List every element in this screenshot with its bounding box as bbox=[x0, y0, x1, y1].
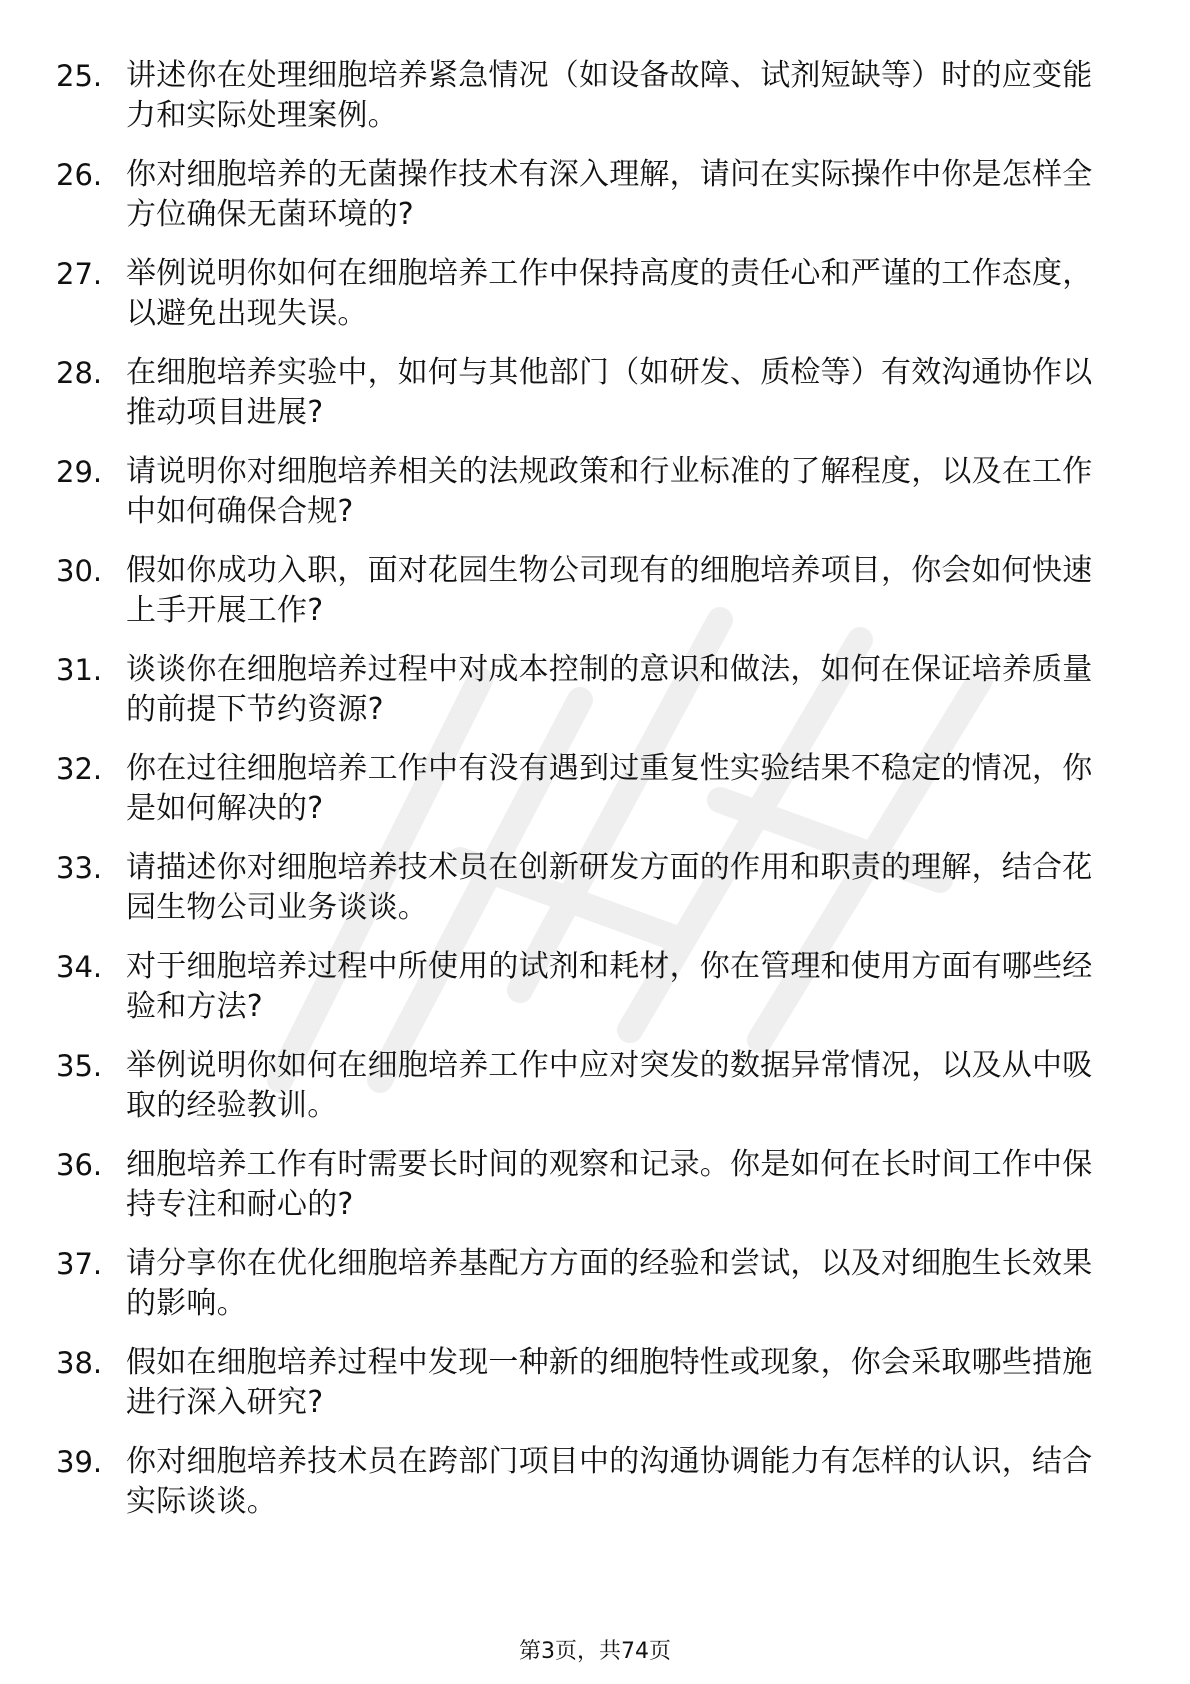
list-item bbox=[56, 947, 1116, 1027]
list-item bbox=[56, 452, 1116, 532]
question-text: 请分享你在优化细胞培养基配方方面的经验和尝试，以及对细胞生长效果的影响。 bbox=[126, 1246, 1093, 1321]
question-number: 32. bbox=[56, 752, 103, 786]
question-number: 30. bbox=[56, 554, 103, 588]
question-number: 31. bbox=[56, 653, 103, 687]
list-item bbox=[56, 1343, 1116, 1423]
question-text: 举例说明你如何在细胞培养工作中保持高度的责任心和严谨的工作态度，以避免出现失误。 bbox=[126, 256, 1093, 331]
page-number-label: 第3页，共74页 bbox=[519, 1639, 671, 1664]
question-number: 25. bbox=[56, 59, 103, 93]
question-number: 28. bbox=[56, 356, 103, 390]
question-text: 假如在细胞培养过程中发现一种新的细胞特性或现象，你会采取哪些措施进行深入研究? bbox=[126, 1345, 1093, 1420]
list-item bbox=[56, 254, 1116, 334]
question-number: 35. bbox=[56, 1049, 103, 1083]
list-item bbox=[56, 1442, 1116, 1522]
question-text: 请描述你对细胞培养技术员在创新研发方面的作用和职责的理解，结合花园生物公司业务谈谈。 bbox=[126, 850, 1093, 925]
question-text: 对于细胞培养过程中所使用的试剂和耗材，你在管理和使用方面有哪些经验和方法? bbox=[126, 949, 1093, 1024]
list-item bbox=[56, 1046, 1116, 1126]
question-list bbox=[56, 56, 1116, 1541]
list-item bbox=[56, 1145, 1116, 1225]
question-text: 在细胞培养实验中，如何与其他部门（如研发、质检等）有效沟通协作以推动项目进展? bbox=[126, 355, 1093, 430]
list-item bbox=[56, 155, 1116, 235]
question-text: 讲述你在处理细胞培养紧急情况（如设备故障、试剂短缺等）时的应变能力和实际处理案例。 bbox=[126, 58, 1093, 133]
question-text: 假如你成功入职，面对花园生物公司现有的细胞培养项目，你会如何快速上手开展工作? bbox=[126, 553, 1093, 628]
list-item bbox=[56, 353, 1116, 433]
list-item bbox=[56, 749, 1116, 829]
list-item bbox=[56, 650, 1116, 730]
list-item bbox=[56, 56, 1116, 136]
question-number: 36. bbox=[56, 1148, 103, 1182]
question-number: 34. bbox=[56, 950, 103, 984]
question-number: 26. bbox=[56, 158, 103, 192]
question-number: 27. bbox=[56, 257, 103, 291]
list-item bbox=[56, 551, 1116, 631]
question-text: 请说明你对细胞培养相关的法规政策和行业标准的了解程度，以及在工作中如何确保合规? bbox=[126, 454, 1093, 529]
question-number: 29. bbox=[56, 455, 103, 489]
question-text: 举例说明你如何在细胞培养工作中应对突发的数据异常情况，以及从中吸取的经验教训。 bbox=[126, 1048, 1093, 1123]
question-text: 细胞培养工作有时需要长时间的观察和记录。你是如何在长时间工作中保持专注和耐心的? bbox=[126, 1147, 1093, 1222]
question-number: 37. bbox=[56, 1247, 103, 1281]
page-footer bbox=[0, 1638, 1190, 1666]
question-number: 38. bbox=[56, 1346, 103, 1380]
question-text: 谈谈你在细胞培养过程中对成本控制的意识和做法，如何在保证培养质量的前提下节约资源? bbox=[126, 652, 1093, 727]
question-text: 你在过往细胞培养工作中有没有遇到过重复性实验结果不稳定的情况，你是如何解决的? bbox=[126, 751, 1093, 826]
question-text: 你对细胞培养的无菌操作技术有深入理解，请问在实际操作中你是怎样全方位确保无菌环境的? bbox=[126, 157, 1093, 232]
list-item bbox=[56, 848, 1116, 928]
question-number: 39. bbox=[56, 1445, 103, 1479]
question-number: 33. bbox=[56, 851, 103, 885]
list-item bbox=[56, 1244, 1116, 1324]
question-text: 你对细胞培养技术员在跨部门项目中的沟通协调能力有怎样的认识，结合实际谈谈。 bbox=[126, 1444, 1093, 1519]
